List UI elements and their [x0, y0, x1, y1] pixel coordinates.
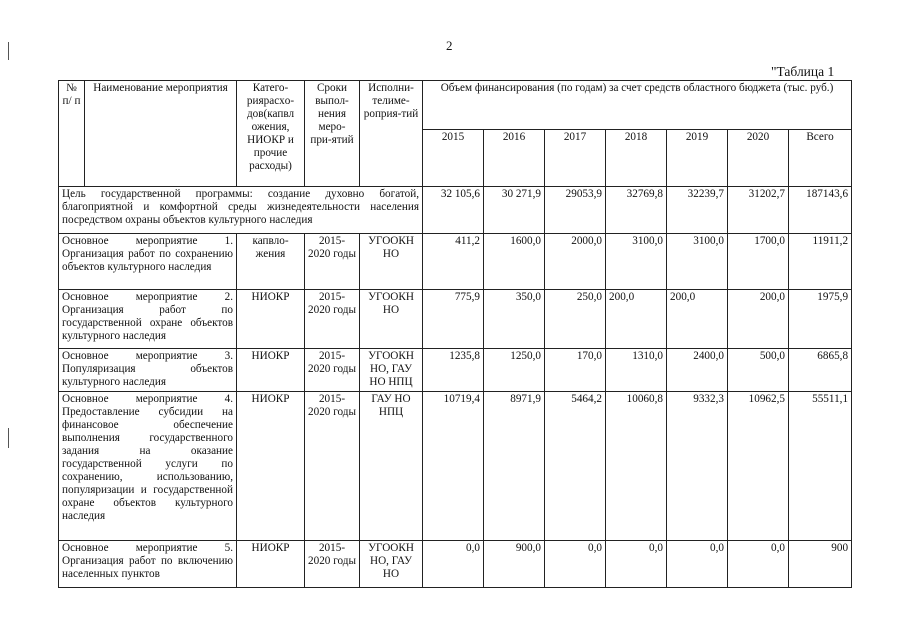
margin-mark-top — [8, 42, 9, 60]
measure-value: 200,0 — [728, 290, 789, 349]
measure-value: 1235,8 — [423, 349, 484, 392]
measure-value: 2000,0 — [545, 234, 606, 290]
header-year-2019: 2019 — [667, 130, 728, 187]
measure-total: 6865,8 — [789, 349, 852, 392]
measure-value: 3100,0 — [667, 234, 728, 290]
table-row — [59, 541, 852, 588]
measure-name: Основное мероприятие 2. Организация работ по государственной охране объектов культурного наследия — [59, 290, 237, 349]
measure-executor: ГАУ НО НПЦ — [360, 392, 423, 541]
measure-category: капвло-жения — [237, 234, 305, 290]
measure-name: Основное мероприятие 1. Организация работ по сохранению объектов культурного наследия — [59, 234, 237, 290]
measure-executor: УГООКН НО, ГАУ НО НПЦ — [360, 349, 423, 392]
measure-value: 10719,4 — [423, 392, 484, 541]
goal-value: 29053,9 — [545, 187, 606, 234]
measure-category: НИОКР — [237, 392, 305, 541]
measure-category: НИОКР — [237, 290, 305, 349]
goal-value: 30 271,9 — [484, 187, 545, 234]
measure-value: 500,0 — [728, 349, 789, 392]
goal-row — [59, 187, 852, 234]
header-name: Наименование мероприятия — [85, 81, 237, 187]
measure-name: Основное мероприятие 3. Популяризация объектов культурного наследия — [59, 349, 237, 392]
measure-value: 1250,0 — [484, 349, 545, 392]
financing-table — [58, 80, 852, 588]
header-year-2015: 2015 — [423, 130, 484, 187]
measure-executor: УГООКН НО — [360, 290, 423, 349]
measure-value: 0,0 — [728, 541, 789, 588]
measure-terms: 2015-2020 годы — [305, 349, 360, 392]
goal-value: 32 105,6 — [423, 187, 484, 234]
measure-value: 9332,3 — [667, 392, 728, 541]
header-category: Катего-рияpacxo-дов(капвл ожения, НИОКР и прочие расходы) — [237, 81, 305, 187]
measure-value: 900,0 — [484, 541, 545, 588]
measure-value: 775,9 — [423, 290, 484, 349]
header-total: Всего — [789, 130, 852, 187]
measure-terms: 2015-2020 годы — [305, 290, 360, 349]
measure-total: 55511,1 — [789, 392, 852, 541]
measure-value: 0,0 — [667, 541, 728, 588]
measure-value: 2400,0 — [667, 349, 728, 392]
goal-value: 31202,7 — [728, 187, 789, 234]
header-executors: Исполни-телиме-роприя-тий — [360, 81, 423, 187]
header-terms: Сроки выпол-нения меро-при-ятий — [305, 81, 360, 187]
measure-value: 5464,2 — [545, 392, 606, 541]
measure-value: 250,0 — [545, 290, 606, 349]
measure-value: 1310,0 — [606, 349, 667, 392]
measure-name: Основное мероприятие 4. Предоставление субсидии на финансовое обеспечение выполнения государственного задания на оказание государственной услуги по сохранению, использованию, популяризации и государственной охране объектов культурного наследия — [59, 392, 237, 541]
table-row — [59, 349, 852, 392]
table-row — [59, 234, 852, 290]
measure-value: 170,0 — [545, 349, 606, 392]
table-row — [59, 392, 852, 541]
margin-mark-bottom — [8, 428, 9, 448]
measure-total: 900 — [789, 541, 852, 588]
header-year-2018: 2018 — [606, 130, 667, 187]
measure-value: 411,2 — [423, 234, 484, 290]
goal-value: 32239,7 — [667, 187, 728, 234]
measure-total: 1975,9 — [789, 290, 852, 349]
measure-value: 200,0 — [606, 290, 667, 349]
measure-value: 8971,9 — [484, 392, 545, 541]
goal-text: Цель государственной программы: создание духовно богатой, благоприятной и комфортной среды жизнедеятельности населения посредством охраны объектов культурного наследия — [59, 187, 423, 234]
measure-value: 3100,0 — [606, 234, 667, 290]
measure-executor: УГООКН НО — [360, 234, 423, 290]
table-caption: "Таблица 1 — [771, 64, 835, 79]
header-financing: Объем финансирования (по годам) за счет средств областного бюджета (тыс. руб.) — [423, 81, 852, 130]
measure-terms: 2015-2020 годы — [305, 392, 360, 541]
measure-value: 350,0 — [484, 290, 545, 349]
measure-executor: УГООКН НО, ГАУ НО — [360, 541, 423, 588]
table-row — [59, 290, 852, 349]
measure-value: 200,0 — [667, 290, 728, 349]
measure-category: НИОКР — [237, 349, 305, 392]
measure-value: 0,0 — [423, 541, 484, 588]
measure-category: НИОКР — [237, 541, 305, 588]
measure-value: 10962,5 — [728, 392, 789, 541]
header-year-2020: 2020 — [728, 130, 789, 187]
goal-total: 187143,6 — [789, 187, 852, 234]
measure-name: Основное мероприятие 5. Организация работ по включению населенных пунктов — [59, 541, 237, 588]
measure-value: 1600,0 — [484, 234, 545, 290]
measure-value: 10060,8 — [606, 392, 667, 541]
goal-value: 32769,8 — [606, 187, 667, 234]
header-year-2017: 2017 — [545, 130, 606, 187]
measure-value: 0,0 — [606, 541, 667, 588]
page-number: 2 — [446, 38, 453, 53]
measure-total: 11911,2 — [789, 234, 852, 290]
header-num: № п/ п — [59, 81, 85, 187]
measure-value: 1700,0 — [728, 234, 789, 290]
header-year-2016: 2016 — [484, 130, 545, 187]
measure-terms: 2015-2020 годы — [305, 541, 360, 588]
measure-terms: 2015-2020 годы — [305, 234, 360, 290]
measure-value: 0,0 — [545, 541, 606, 588]
